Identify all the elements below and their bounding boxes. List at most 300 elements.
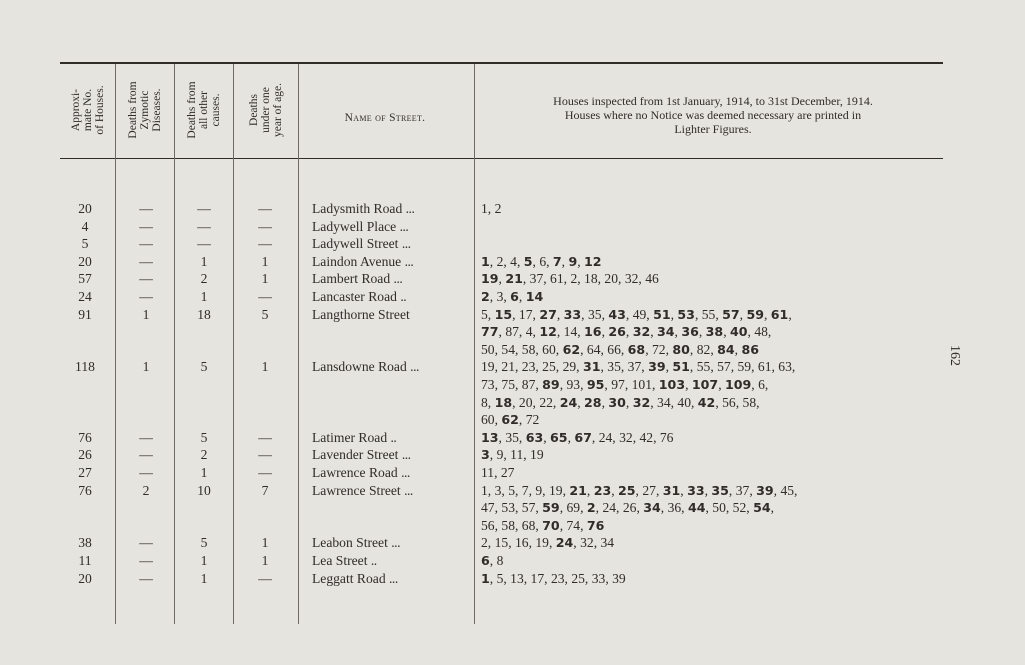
table-row bbox=[0, 306, 1025, 359]
cell-deaths-zymotic: — bbox=[139, 236, 153, 252]
house-number-noticed: 76 bbox=[586, 517, 605, 533]
house-number-text: 8, bbox=[481, 394, 495, 410]
house-number-noticed: 54 bbox=[753, 500, 771, 516]
house-number-text: , 74, bbox=[559, 517, 587, 533]
cell-houses-inspected bbox=[481, 482, 951, 535]
table-row bbox=[0, 482, 1025, 535]
cell-deaths-other: 10 bbox=[197, 482, 211, 498]
houses-line bbox=[481, 323, 951, 341]
cell-approx-houses: 118 bbox=[75, 359, 95, 375]
house-number-text: , bbox=[543, 429, 551, 445]
header-houses-inspected bbox=[478, 94, 948, 136]
house-number-text: 73, 75, 87, bbox=[481, 376, 543, 392]
house-number-noticed: 9 bbox=[568, 253, 578, 269]
houses-line bbox=[481, 464, 951, 482]
cell-deaths-zymotic: — bbox=[139, 535, 153, 551]
street-name: Ladywell Street bbox=[312, 236, 399, 252]
header-line: Diseases. bbox=[151, 88, 163, 132]
houses-line bbox=[481, 499, 951, 517]
cell-approx-houses: 11 bbox=[78, 552, 92, 568]
cell-approx-houses: 4 bbox=[81, 218, 89, 234]
house-number-noticed: 77 bbox=[481, 324, 499, 340]
table-row bbox=[0, 235, 1025, 253]
house-number-text: 2, 15, 16, 19, bbox=[481, 535, 556, 551]
cell-approx-houses: 38 bbox=[78, 535, 92, 551]
cell-houses-inspected bbox=[481, 270, 951, 288]
house-number-noticed: 2 bbox=[481, 288, 490, 304]
house-number-noticed: 24 bbox=[559, 394, 578, 410]
house-number-text: , 3, bbox=[489, 288, 511, 304]
cell-deaths-zymotic: — bbox=[139, 288, 153, 304]
house-number-noticed: 14 bbox=[525, 288, 544, 304]
house-number-noticed: 1 bbox=[481, 570, 490, 586]
house-number-text: , 55, 57, 59, 61, 63, bbox=[689, 359, 796, 375]
table-row bbox=[0, 552, 1025, 570]
cell-deaths-under-one: — bbox=[258, 570, 272, 586]
cell-deaths-under-one: 1 bbox=[261, 253, 269, 269]
house-number-text: , 6, bbox=[532, 253, 553, 269]
leader-dots: ... bbox=[399, 218, 409, 234]
houses-line bbox=[481, 482, 951, 500]
header-line: of Houses. bbox=[94, 85, 106, 135]
cell-deaths-under-one: — bbox=[258, 236, 272, 252]
header-line: all other bbox=[198, 91, 210, 130]
houses-line bbox=[481, 570, 951, 588]
page-number: 162 bbox=[947, 345, 962, 366]
cell-deaths-zymotic: — bbox=[139, 464, 153, 480]
house-number-noticed: 27 bbox=[539, 306, 557, 322]
house-number-noticed: 35 bbox=[711, 482, 729, 498]
house-number-text: , 45, bbox=[773, 482, 798, 498]
house-number-text: , 37, bbox=[728, 482, 757, 498]
header-line: Deaths from bbox=[127, 81, 139, 139]
street-name: Lavender Street bbox=[312, 447, 399, 463]
house-number-noticed: 39 bbox=[648, 359, 666, 375]
cell-street-name bbox=[312, 534, 472, 552]
house-number-noticed: 19 bbox=[481, 271, 499, 287]
house-number-text: 1, 3, 5, 7, 9, 19, bbox=[481, 482, 570, 498]
house-number-noticed: 53 bbox=[677, 306, 695, 322]
house-number-text: , bbox=[601, 324, 609, 340]
table-row bbox=[0, 200, 1025, 218]
table-row bbox=[0, 270, 1025, 288]
house-number-text: , bbox=[577, 394, 585, 410]
leader-dots: ... bbox=[389, 570, 398, 586]
house-number-text: , 87, 4, bbox=[498, 324, 540, 340]
house-number-noticed: 31 bbox=[662, 482, 681, 498]
cell-deaths-zymotic: 1 bbox=[142, 359, 150, 375]
house-number-noticed: 107 bbox=[691, 376, 719, 392]
houses-line bbox=[481, 341, 951, 359]
house-number-noticed: 42 bbox=[697, 394, 716, 410]
house-number-text: , 9, 11, 19 bbox=[489, 447, 544, 463]
house-number-noticed: 33 bbox=[687, 482, 705, 498]
house-number-text: , 32, 34 bbox=[573, 535, 615, 551]
header-line: year of age. bbox=[272, 83, 284, 137]
house-number-noticed: 61 bbox=[770, 306, 789, 322]
house-number-noticed: 62 bbox=[562, 341, 581, 357]
house-number-text: , bbox=[685, 376, 692, 392]
street-name: Lea Street bbox=[312, 552, 368, 568]
house-number-text: , 27, bbox=[635, 482, 663, 498]
table-row bbox=[0, 570, 1025, 588]
house-number-noticed: 16 bbox=[584, 324, 602, 340]
houses-line bbox=[481, 517, 951, 535]
cell-approx-houses: 27 bbox=[78, 464, 92, 480]
house-number-text: 5, bbox=[481, 306, 495, 322]
cell-approx-houses: 26 bbox=[78, 447, 92, 463]
cell-houses-inspected bbox=[481, 253, 951, 271]
cell-approx-houses: 20 bbox=[78, 201, 92, 216]
house-number-noticed: 30 bbox=[608, 394, 626, 410]
cell-deaths-zymotic: — bbox=[139, 201, 153, 216]
house-number-noticed: 13 bbox=[481, 429, 499, 445]
house-number-text: , bbox=[561, 253, 569, 269]
header-deaths-under-one bbox=[248, 83, 284, 137]
house-number-noticed: 31 bbox=[582, 359, 601, 375]
house-number-noticed: 24 bbox=[555, 535, 574, 551]
house-number-text: , bbox=[739, 306, 747, 322]
cell-deaths-zymotic: — bbox=[139, 429, 153, 445]
cell-deaths-other: 5 bbox=[200, 535, 208, 551]
street-name: Ladywell Place bbox=[312, 218, 397, 234]
leader-dots: ... bbox=[401, 447, 411, 463]
cell-houses-inspected bbox=[481, 429, 951, 447]
cell-houses-inspected bbox=[481, 534, 951, 552]
header-line: Approxi- bbox=[70, 88, 82, 132]
houses-line bbox=[481, 235, 951, 253]
street-name: Lansdowne Road bbox=[312, 359, 407, 375]
house-number-text: , 48, bbox=[747, 324, 772, 340]
house-number-text: , 93, bbox=[559, 376, 587, 392]
house-number-text: , bbox=[577, 253, 585, 269]
house-number-noticed: 25 bbox=[618, 482, 636, 498]
house-number-noticed: 28 bbox=[584, 394, 602, 410]
street-name: Leggatt Road bbox=[312, 570, 386, 586]
house-number-text: , 24, 32, 42, 76 bbox=[591, 429, 674, 445]
house-number-text: 19, 21, 23, 25, 29, bbox=[481, 359, 583, 375]
cell-houses-inspected bbox=[481, 306, 951, 359]
house-number-text: , 24, 26, bbox=[595, 500, 644, 516]
house-number-noticed: 32 bbox=[632, 394, 651, 410]
house-number-text: , bbox=[665, 359, 673, 375]
cell-houses-inspected bbox=[481, 446, 951, 464]
houses-line bbox=[481, 253, 951, 271]
house-number-text: , 72, bbox=[645, 341, 673, 357]
house-number-noticed: 68 bbox=[627, 341, 646, 357]
header-line: Deaths bbox=[248, 94, 260, 126]
house-number-text: , bbox=[680, 482, 688, 498]
house-number-text: , 35, bbox=[581, 306, 609, 322]
header-line: mate No. bbox=[82, 88, 94, 132]
house-number-text: , 35, 37, bbox=[600, 359, 649, 375]
cell-deaths-zymotic: — bbox=[139, 271, 153, 287]
house-number-text: , 20, 22, bbox=[512, 394, 560, 410]
cell-deaths-other: 5 bbox=[200, 429, 208, 445]
house-number-text: , 17, bbox=[512, 306, 540, 322]
cell-street-name bbox=[312, 235, 472, 253]
header-line: Lighter Figures. bbox=[674, 122, 752, 136]
house-number-noticed: 26 bbox=[608, 324, 626, 340]
cell-houses-inspected bbox=[481, 552, 951, 570]
street-name: Lawrence Street bbox=[312, 482, 401, 498]
cell-houses-inspected bbox=[481, 358, 951, 428]
house-number-noticed: 109 bbox=[724, 376, 752, 392]
street-name: Lancaster Road bbox=[312, 288, 397, 304]
house-number-noticed: 12 bbox=[539, 324, 557, 340]
house-number-text: , bbox=[556, 306, 564, 322]
header-line: Deaths from bbox=[186, 81, 198, 139]
cell-street-name bbox=[312, 270, 472, 288]
house-number-text: 60, bbox=[481, 412, 502, 428]
house-number-text: , 8 bbox=[489, 552, 504, 568]
cell-deaths-under-one: 1 bbox=[261, 535, 269, 551]
cell-street-name bbox=[312, 200, 472, 218]
house-number-text: , 97, 101, bbox=[604, 376, 659, 392]
cell-deaths-zymotic: — bbox=[139, 218, 153, 234]
houses-line bbox=[481, 394, 951, 412]
house-number-text: , 35, bbox=[498, 429, 526, 445]
house-number-noticed: 63 bbox=[525, 429, 544, 445]
leader-dots: ... bbox=[401, 464, 410, 480]
house-number-text: , 34, 40, bbox=[650, 394, 698, 410]
house-number-text: , 49, bbox=[625, 306, 654, 322]
house-number-noticed: 84 bbox=[717, 341, 735, 357]
house-number-noticed: 21 bbox=[569, 482, 587, 498]
house-number-text: , 72 bbox=[518, 412, 540, 428]
cell-street-name bbox=[312, 464, 472, 482]
house-number-noticed: 39 bbox=[756, 482, 774, 498]
header-line: under one bbox=[260, 87, 272, 133]
cell-approx-houses: 91 bbox=[78, 306, 92, 322]
header-street-name: Name of Street. bbox=[344, 112, 426, 124]
cell-deaths-other: 1 bbox=[200, 570, 208, 586]
cell-deaths-other: 5 bbox=[200, 359, 208, 375]
house-number-noticed: 59 bbox=[542, 500, 560, 516]
houses-line bbox=[481, 306, 951, 324]
cell-deaths-under-one: 1 bbox=[261, 552, 269, 568]
cell-houses-inspected bbox=[481, 235, 951, 253]
cell-street-name bbox=[312, 218, 472, 236]
house-number-noticed: 80 bbox=[672, 341, 690, 357]
cell-street-name bbox=[312, 482, 472, 500]
street-name: Laindon Avenue bbox=[312, 253, 402, 269]
houses-line bbox=[481, 376, 951, 394]
cell-deaths-other: — bbox=[197, 236, 211, 252]
cell-approx-houses: 20 bbox=[78, 570, 92, 586]
leader-dots: ... bbox=[391, 535, 400, 551]
cell-deaths-under-one: — bbox=[258, 218, 272, 234]
cell-street-name bbox=[312, 288, 472, 306]
house-number-text: , bbox=[734, 341, 742, 357]
house-number-noticed: 67 bbox=[574, 429, 592, 445]
table-row bbox=[0, 253, 1025, 271]
house-number-noticed: 5 bbox=[523, 253, 533, 269]
house-number-text: , bbox=[625, 324, 633, 340]
cell-deaths-zymotic: — bbox=[139, 570, 153, 586]
cell-deaths-other: — bbox=[197, 201, 211, 216]
cell-approx-houses: 24 bbox=[78, 288, 92, 304]
house-number-text: , bbox=[567, 429, 575, 445]
houses-line bbox=[481, 446, 951, 464]
house-number-noticed: 18 bbox=[494, 394, 513, 410]
house-number-noticed: 3 bbox=[481, 447, 490, 463]
leader-dots: .. bbox=[390, 429, 397, 445]
cell-street-name bbox=[312, 306, 472, 324]
house-number-text: , bbox=[625, 394, 633, 410]
cell-deaths-under-one: 5 bbox=[261, 306, 269, 322]
header-line: Houses where no Notice was deemed necessary are printed in bbox=[564, 108, 862, 122]
cell-deaths-under-one: — bbox=[258, 464, 272, 480]
leader-dots: .. bbox=[400, 288, 407, 304]
house-number-text: , bbox=[723, 324, 730, 340]
table-row bbox=[0, 429, 1025, 447]
cell-street-name bbox=[312, 253, 472, 271]
houses-line bbox=[481, 218, 951, 236]
house-number-text: , 55, bbox=[694, 306, 723, 322]
cell-deaths-other: 1 bbox=[200, 253, 208, 269]
house-number-noticed: 38 bbox=[705, 324, 724, 340]
houses-line bbox=[481, 552, 951, 570]
house-number-text: , 5, 13, 17, 23, 25, 33, 39 bbox=[489, 570, 626, 586]
house-number-noticed: 12 bbox=[584, 253, 602, 269]
house-number-text: , 69, bbox=[559, 500, 587, 516]
cell-deaths-under-one: 7 bbox=[261, 482, 269, 498]
house-number-noticed: 89 bbox=[542, 376, 560, 392]
header-line: causes. bbox=[210, 93, 222, 127]
house-number-noticed: 86 bbox=[741, 341, 759, 357]
cell-approx-houses: 76 bbox=[78, 482, 92, 498]
house-number-noticed: 1 bbox=[481, 253, 490, 269]
cell-deaths-other: 2 bbox=[200, 271, 208, 287]
house-number-noticed: 62 bbox=[501, 412, 519, 428]
house-number-text: , bbox=[586, 482, 594, 498]
house-number-text: , bbox=[670, 306, 678, 322]
cell-approx-houses: 20 bbox=[78, 253, 92, 269]
house-number-text: , bbox=[611, 482, 619, 498]
house-number-text: , bbox=[650, 324, 658, 340]
table-row bbox=[0, 358, 1025, 428]
table-row bbox=[0, 464, 1025, 482]
houses-line bbox=[481, 429, 951, 447]
table-body bbox=[0, 200, 1025, 587]
cell-street-name bbox=[312, 570, 472, 588]
house-number-text: , 50, 52, bbox=[705, 500, 754, 516]
house-number-text: , 14, bbox=[556, 324, 585, 340]
house-number-noticed: 43 bbox=[608, 306, 626, 322]
leader-dots: ... bbox=[410, 359, 419, 375]
cell-street-name bbox=[312, 446, 472, 464]
house-number-text: , 6, bbox=[751, 376, 769, 392]
leader-dots: ... bbox=[405, 201, 415, 216]
house-number-noticed: 103 bbox=[658, 376, 686, 392]
house-number-text: 56, 58, 68, bbox=[481, 517, 543, 533]
house-number-text: , 36, bbox=[660, 500, 688, 516]
cell-deaths-other: 18 bbox=[197, 306, 211, 322]
houses-line bbox=[481, 288, 951, 306]
header-deaths-zymotic bbox=[127, 81, 163, 138]
house-number-noticed: 36 bbox=[681, 324, 699, 340]
header-line: Houses inspected from 1st January, 1914, to 31st December, 1914. bbox=[553, 94, 873, 108]
house-number-text: , bbox=[518, 288, 526, 304]
cell-deaths-other: 1 bbox=[200, 288, 208, 304]
house-number-text: , bbox=[788, 306, 792, 322]
cell-houses-inspected bbox=[481, 464, 951, 482]
street-name: Lawrence Road bbox=[312, 464, 398, 480]
street-name: Leabon Street bbox=[312, 535, 388, 551]
cell-deaths-zymotic: — bbox=[139, 253, 153, 269]
leader-dots: ... bbox=[404, 253, 414, 269]
house-number-noticed: 6 bbox=[481, 552, 490, 568]
cell-houses-inspected bbox=[481, 288, 951, 306]
house-number-noticed: 95 bbox=[586, 376, 605, 392]
house-number-text: 11, 27 bbox=[481, 464, 515, 480]
cell-deaths-zymotic: — bbox=[139, 447, 153, 463]
house-number-noticed: 34 bbox=[643, 500, 661, 516]
house-number-text: 47, 53, 57, bbox=[481, 500, 543, 516]
houses-line bbox=[481, 270, 951, 288]
house-number-noticed: 33 bbox=[563, 306, 582, 322]
house-number-noticed: 7 bbox=[552, 253, 562, 269]
house-number-text: , 56, 58, bbox=[715, 394, 760, 410]
cell-street-name bbox=[312, 358, 472, 376]
house-number-noticed: 21 bbox=[505, 271, 523, 287]
street-name: Langthorne Street bbox=[312, 306, 410, 322]
cell-houses-inspected bbox=[481, 218, 951, 236]
cell-deaths-under-one: — bbox=[258, 201, 272, 216]
house-number-text: , bbox=[601, 394, 609, 410]
houses-line bbox=[481, 358, 951, 376]
houses-line bbox=[481, 411, 951, 429]
house-number-text: , 37, 61, 2, 18, 20, 32, 46 bbox=[522, 271, 659, 287]
house-number-text: 1, 2 bbox=[481, 201, 502, 216]
house-number-noticed: 70 bbox=[542, 517, 560, 533]
house-number-text: , 2, 4, bbox=[489, 253, 524, 269]
cell-deaths-under-one: — bbox=[258, 288, 272, 304]
cell-deaths-under-one: — bbox=[258, 447, 272, 463]
house-number-noticed: 65 bbox=[550, 429, 568, 445]
house-number-noticed: 51 bbox=[653, 306, 671, 322]
house-number-noticed: 59 bbox=[746, 306, 764, 322]
cell-approx-houses: 57 bbox=[78, 271, 92, 287]
house-number-noticed: 57 bbox=[722, 306, 740, 322]
house-number-text: , 82, bbox=[689, 341, 718, 357]
top-rule bbox=[60, 62, 943, 64]
house-number-noticed: 44 bbox=[687, 500, 706, 516]
cell-street-name bbox=[312, 552, 472, 570]
table-row bbox=[0, 218, 1025, 236]
cell-deaths-other: — bbox=[197, 218, 211, 234]
house-number-text: , bbox=[718, 376, 725, 392]
table-row bbox=[0, 446, 1025, 464]
house-number-noticed: 34 bbox=[657, 324, 675, 340]
table-row bbox=[0, 288, 1025, 306]
house-number-text: , bbox=[770, 500, 774, 516]
cell-deaths-under-one: 1 bbox=[261, 271, 269, 287]
house-number-noticed: 6 bbox=[510, 288, 519, 304]
table-row bbox=[0, 534, 1025, 552]
cell-street-name bbox=[312, 429, 472, 447]
cell-deaths-other: 1 bbox=[200, 552, 208, 568]
cell-deaths-zymotic: 1 bbox=[142, 306, 150, 322]
house-number-text: , bbox=[763, 306, 771, 322]
header-deaths-other bbox=[186, 81, 222, 138]
cell-deaths-other: 1 bbox=[200, 464, 208, 480]
cell-deaths-other: 2 bbox=[200, 447, 208, 463]
header-approx-houses bbox=[70, 85, 106, 134]
leader-dots: .. bbox=[370, 552, 377, 568]
leader-dots: ... bbox=[404, 482, 413, 498]
